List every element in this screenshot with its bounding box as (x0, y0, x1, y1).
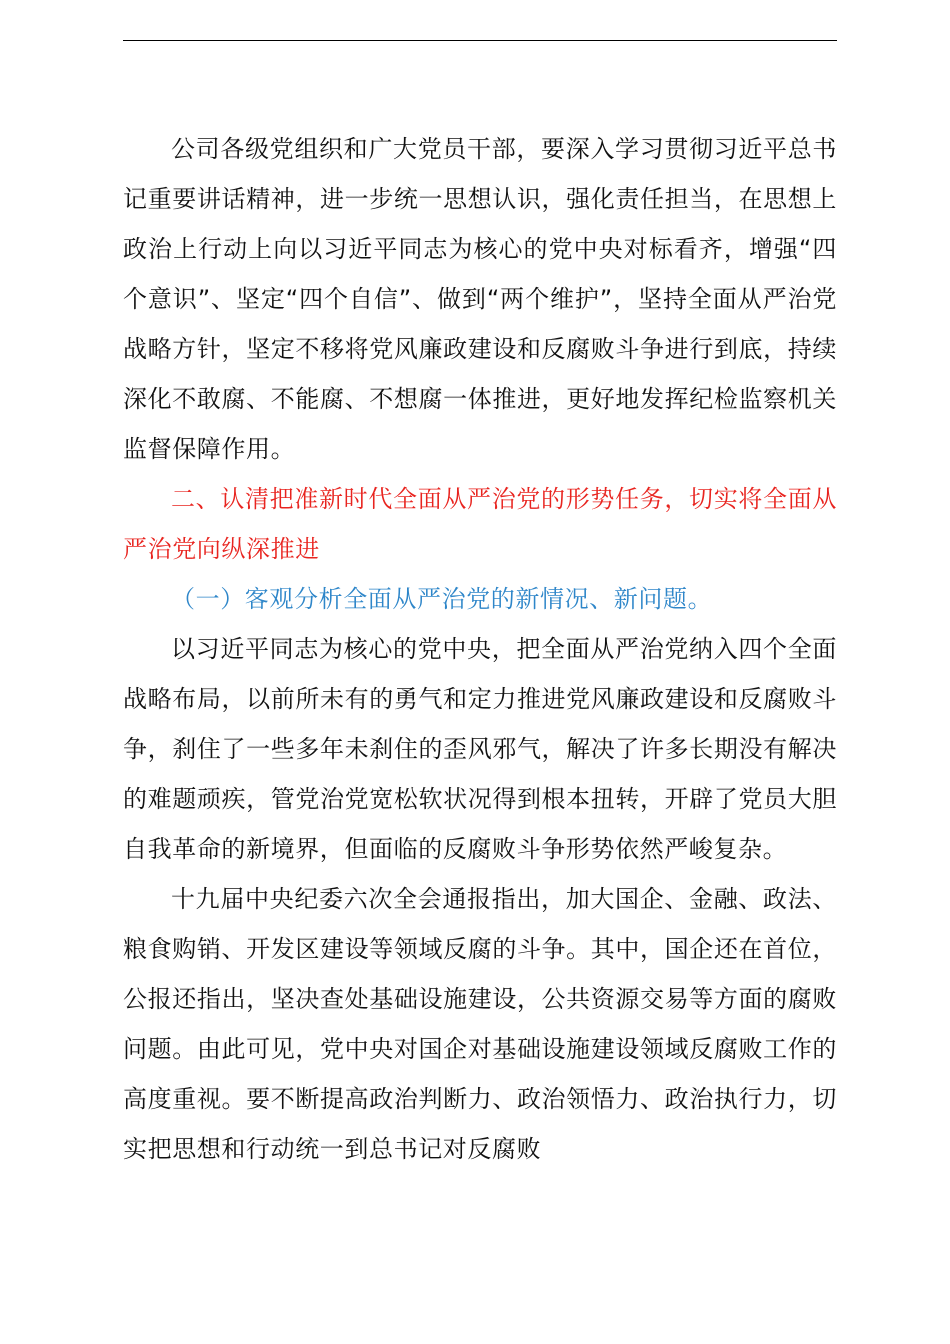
header-rule (123, 40, 837, 41)
section-heading-two: 二、认清把准新时代全面从严治党的形势任务，切实将全面从严治党向纵深推进 (123, 485, 837, 563)
paragraph-discipline-communique: 十九届中央纪委六次全会通报指出，加大国企、金融、政法、粮食购销、开发区建设等领域反腐的斗争。其中，国企还在首位，公报还指出，坚决查处基础设施建设，公共资源交易等方面的腐败问题。由此可见，党中央对国企对基础设施建设领域反腐败工作的高度重视。要不断提高政治判断力、政治领悟力、政治执行力，切实把思想和行动统一到总书记对反腐败 (123, 885, 837, 1163)
paragraph-party-study: 公司各级党组织和广大党员干部，要深入学习贯彻习近平总书记重要讲话精神，进一步统一思想认识，强化责任担当，在思想上政治上行动上向以习近平同志为核心的党中央对标看齐，增强“四个意识”、坚定“四个自信”、做到“两个维护”，坚持全面从严治党战略方针，坚定不移将党风廉政建设和反腐败斗争进行到底，持续深化不敢腐、不能腐、不想腐一体推进，更好地发挥纪检监察机关监督保障作用。 (123, 135, 837, 463)
paragraph-central-committee: 以习近平同志为核心的党中央，把全面从严治党纳入四个全面战略布局，以前所未有的勇气和定力推进党风廉政建设和反腐败斗争，刹住了一些多年未刹住的歪风邪气，解决了许多长期没有解决的难题顽疾，管党治党宽松软状况得到根本扭转，开辟了党员大胆自我革命的新境界，但面临的反腐败斗争形势依然严峻复杂。 (123, 635, 837, 863)
document-body (123, 124, 837, 1174)
subsection-heading-one: （一）客观分析全面从严治党的新情况、新问题。 (171, 585, 713, 613)
